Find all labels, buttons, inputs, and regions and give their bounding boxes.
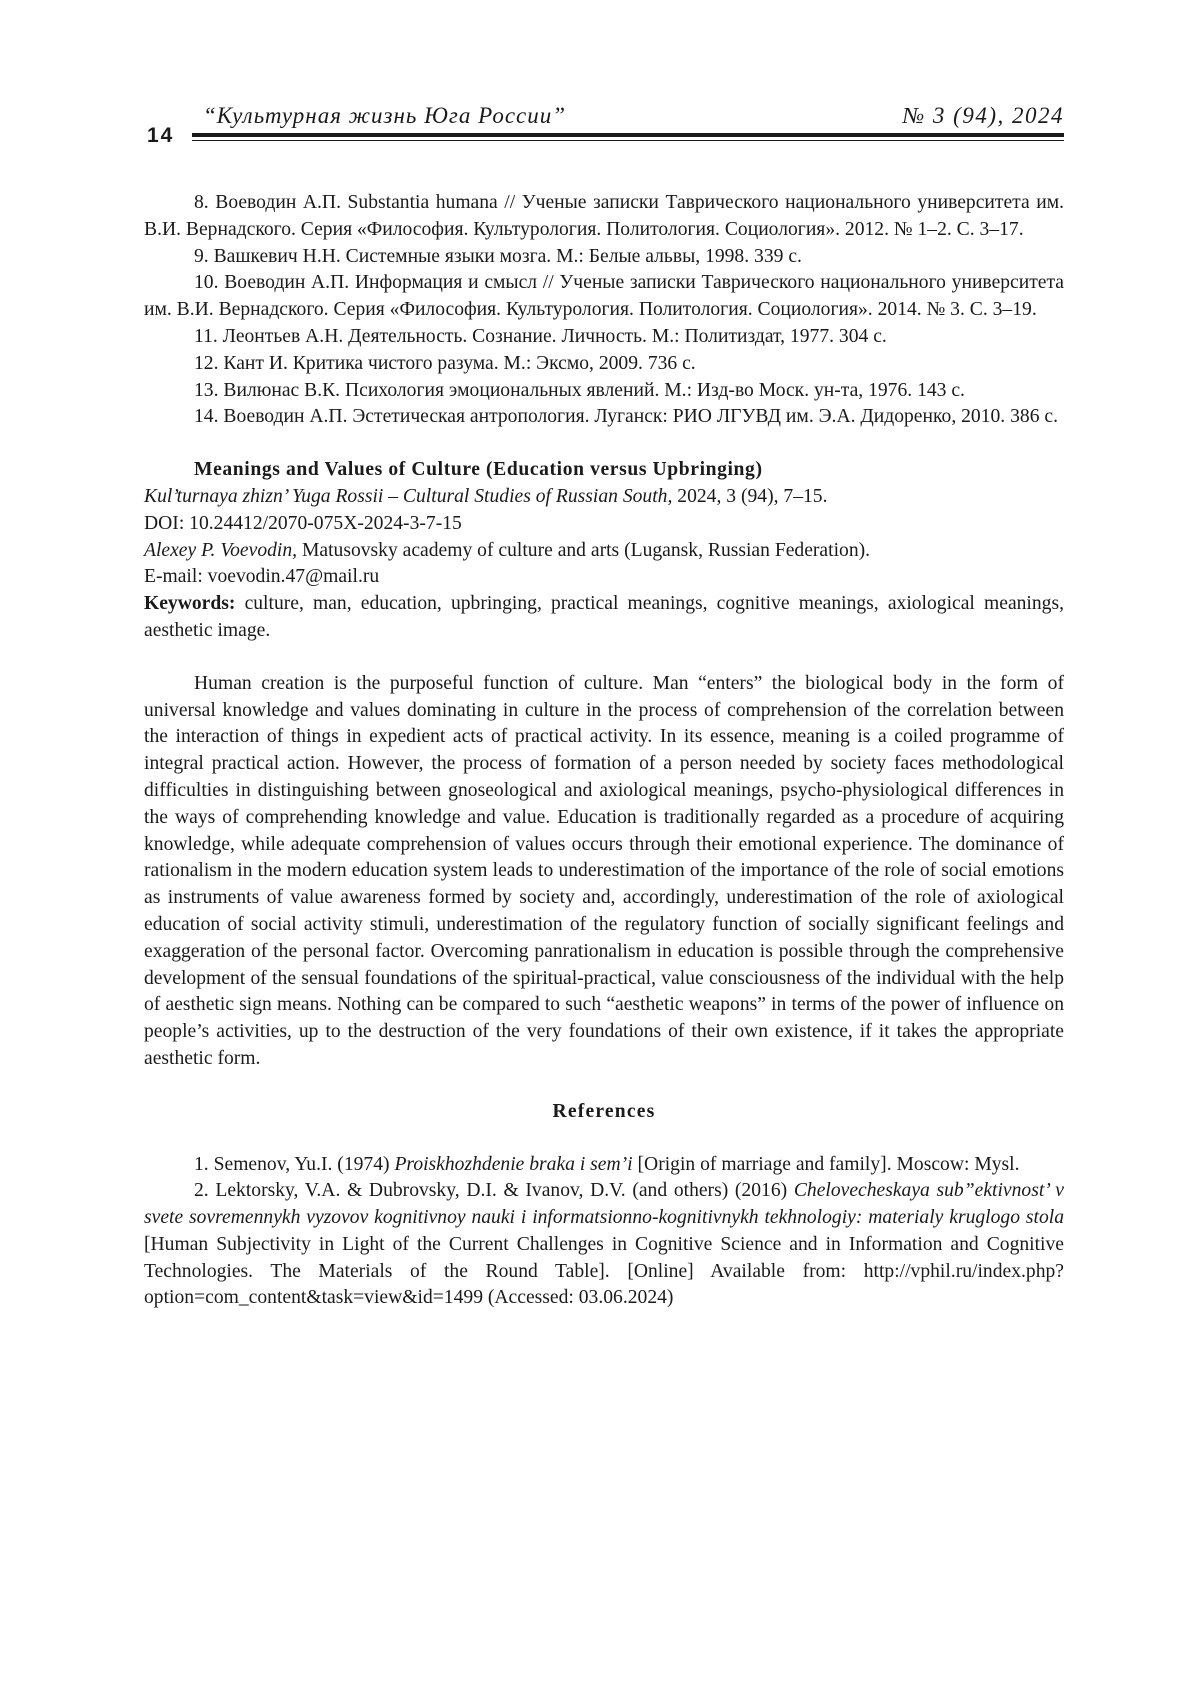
doi-line: DOI: 10.24412/2070-075X-2024-3-7-15 [144,511,1064,538]
author-line [144,538,1064,565]
en-reference-1-post: [Origin of marriage and family]. Moscow: Mysl. [633,1154,1020,1175]
ru-reference-12: 12. Кант И. Критика чистого разума. М.: Эксмо, 2009. 736 с. [144,351,1064,378]
keywords-line [144,591,1064,645]
content [144,190,1064,1312]
spacer [144,645,1064,671]
abstract: Human creation is the purposeful function of culture. Man “enters” the biological body in the form of universal knowledge and values dominating in culture in the process of comprehension of the correlation between the interaction of things in expedient acts of practical activity. In its essence, meaning is a coiled programme of integral practical action. However, the process of formation of a person needed by society faces methodological difficulties in distinguishing between gnoseological and axiological meanings, psycho-physiological differences in the ways of comprehending knowledge and value. Education is traditionally regarded as a procedure of acquiring knowledge, while adequate comprehension of values occurs through their emotional experience. The dominance of rationalism in the modern education system leads to underestimation of the importance of the role of social emotions as instruments of value awareness formed by society and, accordingly, underestimation of the role of axiological education of social activity stimuli, underestimation of the regulatory function of socially significant feelings and exaggeration of the personal factor. Overcoming panrationalism in education is possible through the comprehensive development of the sensual foundations of the spiritual-practical, value consciousness of the individual with the help of aesthetic sign means. Nothing can be compared to such “aesthetic weapons” in terms of the power of influence on people’s activities, up to the destruction of the very foundations of their own existence, if it takes the appropriate aesthetic form. [144,671,1064,1073]
article-title: Meanings and Values of Culture (Education versus Upbringing) [144,457,1064,484]
ru-reference-10: 10. Воеводин А.П. Информация и смысл // Ученые записки Таврического национального университета им. В.И. Вернадского. Серия «Философия. Культурология. Политология. Социология». 2014. № 3. С. 3–19. [144,270,1064,324]
spacer [144,1073,1064,1099]
ru-reference-9: 9. Вашкевич Н.Н. Системные языки мозга. М.: Белые альвы, 1998. 339 с. [144,244,1064,271]
author-name: Alexey P. Voevodin, [144,540,297,561]
en-reference-1-pre: 1. Semenov, Yu.I. (1974) [194,1154,394,1175]
author-affiliation: Matusovsky academy of culture and arts (Lugansk, Russian Federation). [297,540,870,561]
ru-reference-8: 8. Воеводин А.П. Substantia humana // Ученые записки Таврического национального университета им. В.И. Вернадского. Серия «Философия. Культурология. Политология. Социология». 2012. № 1–2. С. 3–17. [144,190,1064,244]
en-reference-2-post: [Human Subjectivity in Light of the Current Challenges in Cognitive Science and in Information and Cognitive Technologies. The Materials of the Round Table]. [Online] Available from: http://vphil.ru/index.php?option=com_content&task=view&id=1499 (Accessed: 03.06.2024) [144,1234,1064,1309]
email-line: E-mail: voevodin.47@mail.ru [144,564,1064,591]
ru-reference-11: 11. Леонтьев А.Н. Деятельность. Сознание. Личность. М.: Политиздат, 1977. 304 с. [144,324,1064,351]
en-reference-1-title: Proiskhozhdenie braka i sem’i [394,1154,632,1175]
page [0,0,1200,1698]
header-rule-thin [192,140,1064,141]
en-reference-2-pre: 2. Lektorsky, V.A. & Dubrovsky, D.I. & Ivanov, D.V. (and others) (2016) [194,1180,794,1201]
citation-details: 2024, 3 (94), 7–15. [672,486,827,507]
issue-label: № 3 (94), 2024 [902,103,1064,129]
keywords-label: Keywords: [144,593,235,614]
header-rule-thick [192,133,1064,137]
spacer [144,431,1064,457]
en-reference-2 [144,1178,1064,1312]
ru-reference-14: 14. Воеводин А.П. Эстетическая антропология. Луганск: РИО ЛГУВД им. Э.А. Дидоренко, 2010. 386 с. [144,404,1064,431]
ru-reference-13: 13. Вилюнас В.К. Психология эмоциональных явлений. М.: Изд-во Моск. ун-та, 1976. 143 с. [144,378,1064,405]
references-heading: References [144,1099,1064,1126]
spacer [144,1126,1064,1152]
page-number: 14 [147,124,174,148]
en-reference-1 [144,1152,1064,1179]
journal-title: “Культурная жизнь Юга России” [203,103,566,129]
keywords-text: culture, man, education, upbringing, practical meanings, cognitive meanings, axiological meanings, aesthetic image. [144,593,1064,641]
citation-line [144,484,1064,511]
citation-journal: Kul’turnaya zhizn’ Yuga Rossii – Cultural Studies of Russian South, [144,486,672,507]
en-reference-2-title: Chelovecheskaya sub”ektivnost’ v svete sovremennykh vyzovov kognitivnoy nauki i informatsionno-kognitivnykh tekhnologiy: materialy kruglogo stola [144,1180,1064,1228]
